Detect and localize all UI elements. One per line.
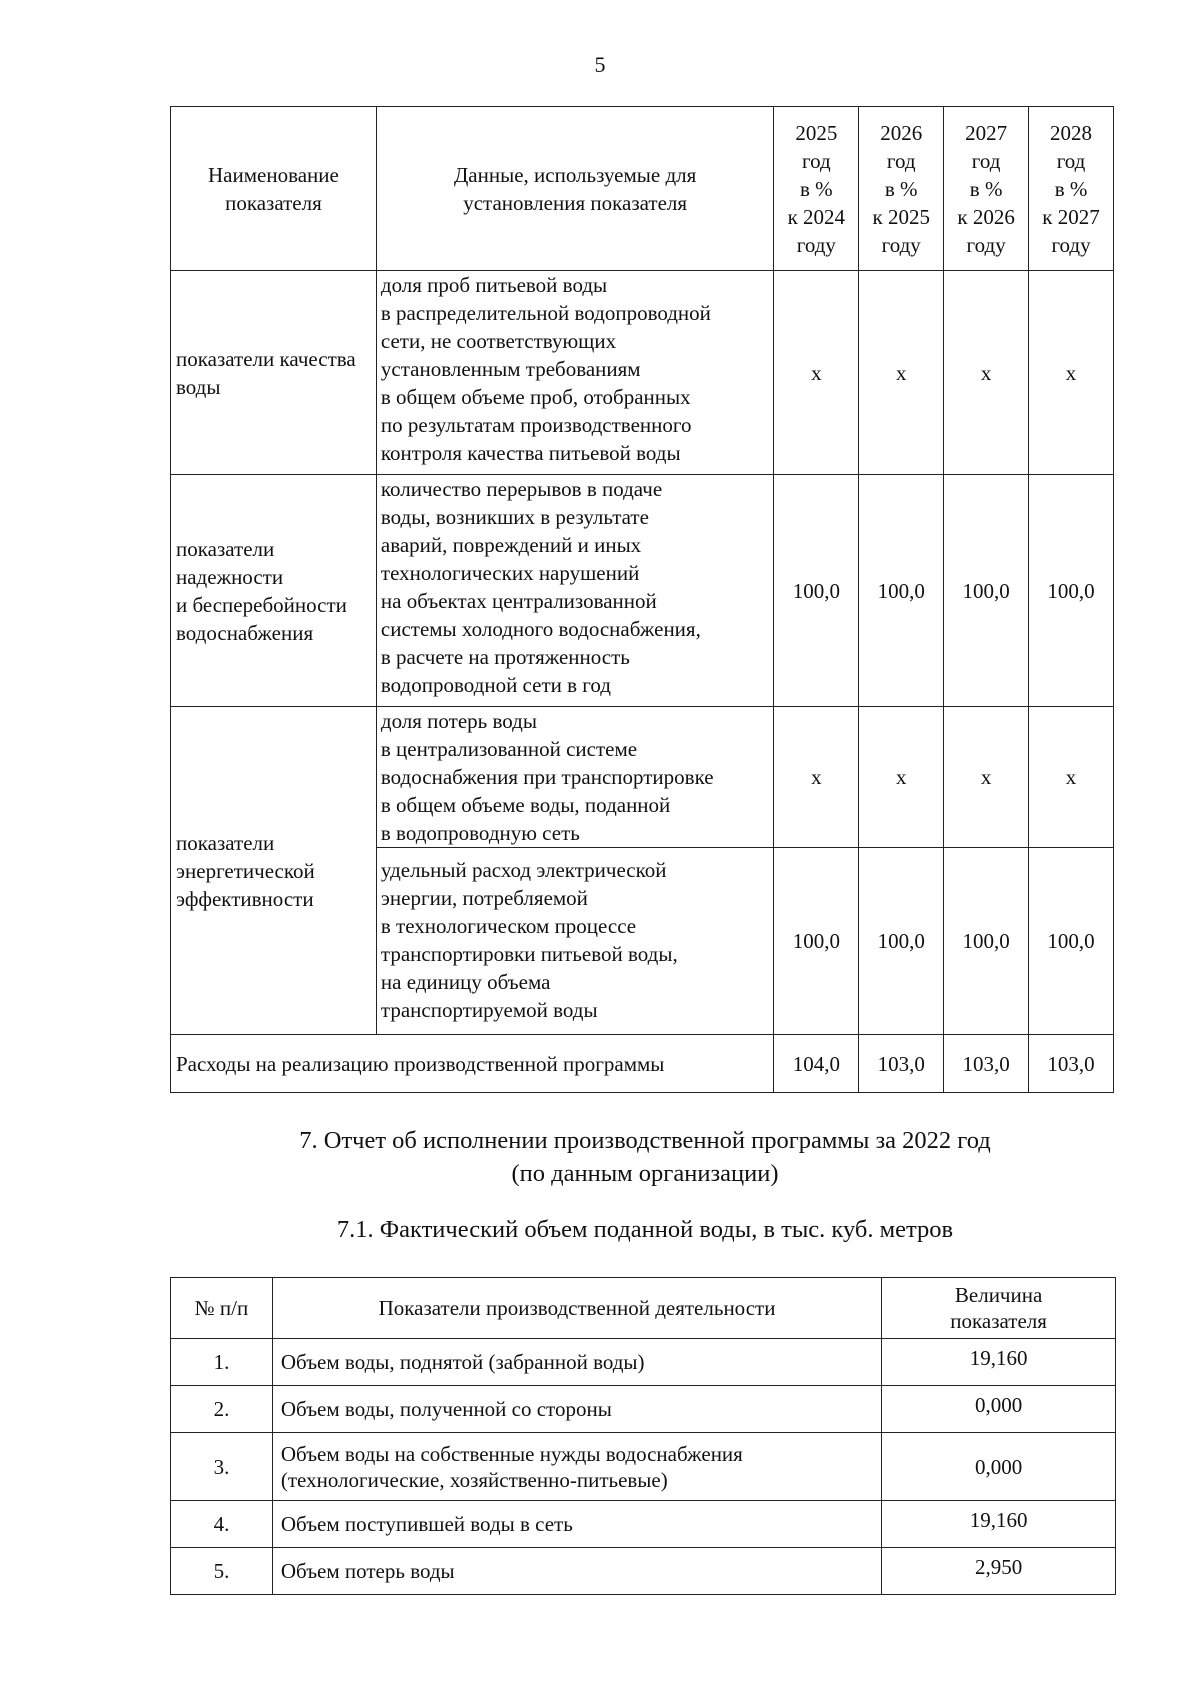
- indicator-line: Объем воды на собственные нужды водоснабжения: [280, 1441, 743, 1466]
- value-2025: 100,0: [774, 848, 859, 1035]
- row-indicator: [272, 1433, 881, 1501]
- value-2025: х: [774, 707, 859, 848]
- header-row: [171, 1278, 1116, 1339]
- row-indicator: Объем потерь воды: [272, 1548, 881, 1595]
- row-indicator: Объем воды, поднятой (забранной воды): [272, 1339, 881, 1386]
- name-line: эффективности: [176, 886, 314, 911]
- header-year-line: в %: [969, 176, 1003, 201]
- header-year-line: к 2024: [787, 204, 846, 229]
- header-year-line: году: [1051, 232, 1091, 257]
- header-year-line: год: [886, 148, 916, 173]
- indicator-line: (технологические, хозяйственно-питьевые): [280, 1467, 668, 1492]
- section-7-1-title: 7.1. Фактический объем поданной воды, в тыс. куб. метров: [336, 1216, 954, 1243]
- header-year-line: 2028: [1050, 120, 1093, 145]
- desc-line: водоснабжения при транспортировке: [380, 765, 714, 789]
- header-year-2027: [944, 107, 1029, 271]
- costs-2027: 103,0: [944, 1035, 1029, 1093]
- row-indicator-name: [171, 475, 377, 707]
- costs-2028: 103,0: [1029, 1035, 1114, 1093]
- header-year-line: в %: [1054, 176, 1088, 201]
- header-year-line: в %: [800, 176, 833, 201]
- desc-line: воды, возникших в результате: [380, 505, 649, 529]
- row-value: 0,000: [882, 1386, 1116, 1433]
- name-line: энергетической: [176, 858, 315, 883]
- indicators-table: [170, 106, 1114, 1093]
- desc-line: количество перерывов в подаче: [380, 477, 663, 501]
- table-row: [171, 1433, 1116, 1501]
- header-value: [882, 1278, 1116, 1339]
- row-value: 2,950: [882, 1548, 1116, 1595]
- header-year-2026: [859, 107, 944, 271]
- header-value-line: показателя: [950, 1309, 1047, 1333]
- desc-line: в общем объеме проб, отобранных: [380, 385, 691, 409]
- desc-line: транспортировки питьевой воды,: [380, 942, 678, 966]
- header-row: [171, 107, 1114, 271]
- desc-line: аварий, повреждений и иных: [380, 533, 642, 557]
- row-description: [376, 848, 774, 1035]
- row-description: [376, 271, 774, 475]
- header-year-line: год: [1056, 148, 1086, 173]
- table-row: [171, 1339, 1116, 1386]
- header-year-line: году: [881, 232, 921, 257]
- row-indicator: Объем поступившей воды в сеть: [272, 1501, 881, 1548]
- row-value: 0,000: [882, 1433, 1116, 1501]
- section-7-title: [0, 1124, 1200, 1190]
- header-year-2028: [1029, 107, 1114, 271]
- row-description: [376, 707, 774, 848]
- value-2026: 100,0: [859, 475, 944, 707]
- row-indicator-name: [171, 707, 377, 1035]
- desc-line: доля проб питьевой воды: [380, 273, 608, 297]
- row-number: 3.: [171, 1433, 273, 1501]
- desc-line: водопроводной сети в год: [380, 673, 611, 697]
- value-2028: 100,0: [1029, 848, 1114, 1035]
- value-2027: х: [944, 707, 1029, 848]
- section-7-title-line: 7. Отчет об исполнении производственной программы за 2022 год: [299, 1127, 991, 1154]
- value-2026: 100,0: [859, 848, 944, 1035]
- header-value-line: Величина: [954, 1283, 1043, 1307]
- desc-line: в водопроводную сеть: [380, 821, 580, 845]
- desc-line: доля потерь воды: [380, 709, 537, 733]
- desc-line: на единицу объема: [380, 970, 551, 994]
- header-year-line: 2025: [795, 120, 838, 145]
- value-2028: 100,0: [1029, 475, 1114, 707]
- row-indicator-name: показатели качества воды: [171, 271, 377, 475]
- row-value: 19,160: [882, 1501, 1116, 1548]
- row-indicator: Объем воды, полученной со стороны: [272, 1386, 881, 1433]
- header-year-line: к 2027: [1042, 204, 1100, 229]
- value-2025: х: [774, 271, 859, 475]
- value-2027: 100,0: [944, 848, 1029, 1035]
- page-number: 5: [594, 52, 606, 77]
- water-volume-table: [170, 1277, 1116, 1595]
- header-year-line: в %: [884, 176, 918, 201]
- value-2028: х: [1029, 271, 1114, 475]
- costs-2025: 104,0: [774, 1035, 859, 1093]
- value-2027: х: [944, 271, 1029, 475]
- table-row: [171, 475, 1114, 707]
- desc-line: транспортируемой воды: [380, 998, 598, 1022]
- header-year-line: год: [802, 148, 831, 173]
- value-2028: х: [1029, 707, 1114, 848]
- row-description: [376, 475, 774, 707]
- table-row: [171, 1548, 1116, 1595]
- desc-line: контроля качества питьевой воды: [380, 441, 681, 465]
- row-number: 2.: [171, 1386, 273, 1433]
- header-indicator: Показатели производственной деятельности: [272, 1278, 881, 1339]
- desc-line: на объектах централизованной: [380, 589, 657, 613]
- header-indicator-name: Наименование показателя: [171, 107, 377, 271]
- header-year-line: году: [966, 232, 1006, 257]
- costs-2026: 103,0: [859, 1035, 944, 1093]
- desc-line: в расчете на протяженность: [380, 645, 630, 669]
- value-2026: х: [859, 271, 944, 475]
- header-year-line: 2026: [880, 120, 923, 145]
- row-number: 1.: [171, 1339, 273, 1386]
- table-row: [171, 707, 1114, 848]
- desc-line: в распределительной водопроводной: [380, 301, 711, 325]
- desc-line: в технологическом процессе: [380, 914, 637, 938]
- header-data-used: Данные, используемые для установления показателя: [376, 107, 774, 271]
- header-year-line: к 2026: [957, 204, 1015, 229]
- name-line: и бесперебойности: [176, 592, 347, 617]
- desc-line: установленным требованиям: [380, 357, 641, 381]
- row-number: 4.: [171, 1501, 273, 1548]
- name-line: показатели: [176, 830, 275, 855]
- desc-line: сети, не соответствующих: [380, 329, 617, 353]
- row-value: 19,160: [882, 1339, 1116, 1386]
- value-2027: 100,0: [944, 475, 1029, 707]
- value-2026: х: [859, 707, 944, 848]
- name-line: показатели: [176, 536, 275, 561]
- value-2025: 100,0: [774, 475, 859, 707]
- header-year-line: к 2025: [872, 204, 930, 229]
- table-row: [171, 1386, 1116, 1433]
- desc-line: в централизованной системе: [380, 737, 638, 761]
- table-row: [171, 1501, 1116, 1548]
- header-num: № п/п: [171, 1278, 273, 1339]
- desc-line: технологических нарушений: [380, 561, 640, 585]
- header-year-line: год: [971, 148, 1001, 173]
- desc-line: энергии, потребляемой: [380, 886, 588, 910]
- name-line: водоснабжения: [176, 620, 314, 645]
- desc-line: системы холодного водоснабжения,: [380, 617, 701, 641]
- section-7-subtitle-line: (по данным организации): [511, 1160, 779, 1187]
- header-year-line: году: [796, 232, 836, 257]
- desc-line: по результатам производственного: [380, 413, 692, 437]
- table-row: [171, 271, 1114, 475]
- row-number: 5.: [171, 1548, 273, 1595]
- costs-label: Расходы на реализацию производственной программы: [171, 1035, 774, 1093]
- header-year-line: 2027: [965, 120, 1008, 145]
- desc-line: удельный расход электрической: [380, 858, 667, 882]
- costs-row: [171, 1035, 1114, 1093]
- name-line: надежности: [176, 564, 284, 589]
- header-year-2025: [774, 107, 859, 271]
- desc-line: в общем объеме воды, поданной: [380, 793, 671, 817]
